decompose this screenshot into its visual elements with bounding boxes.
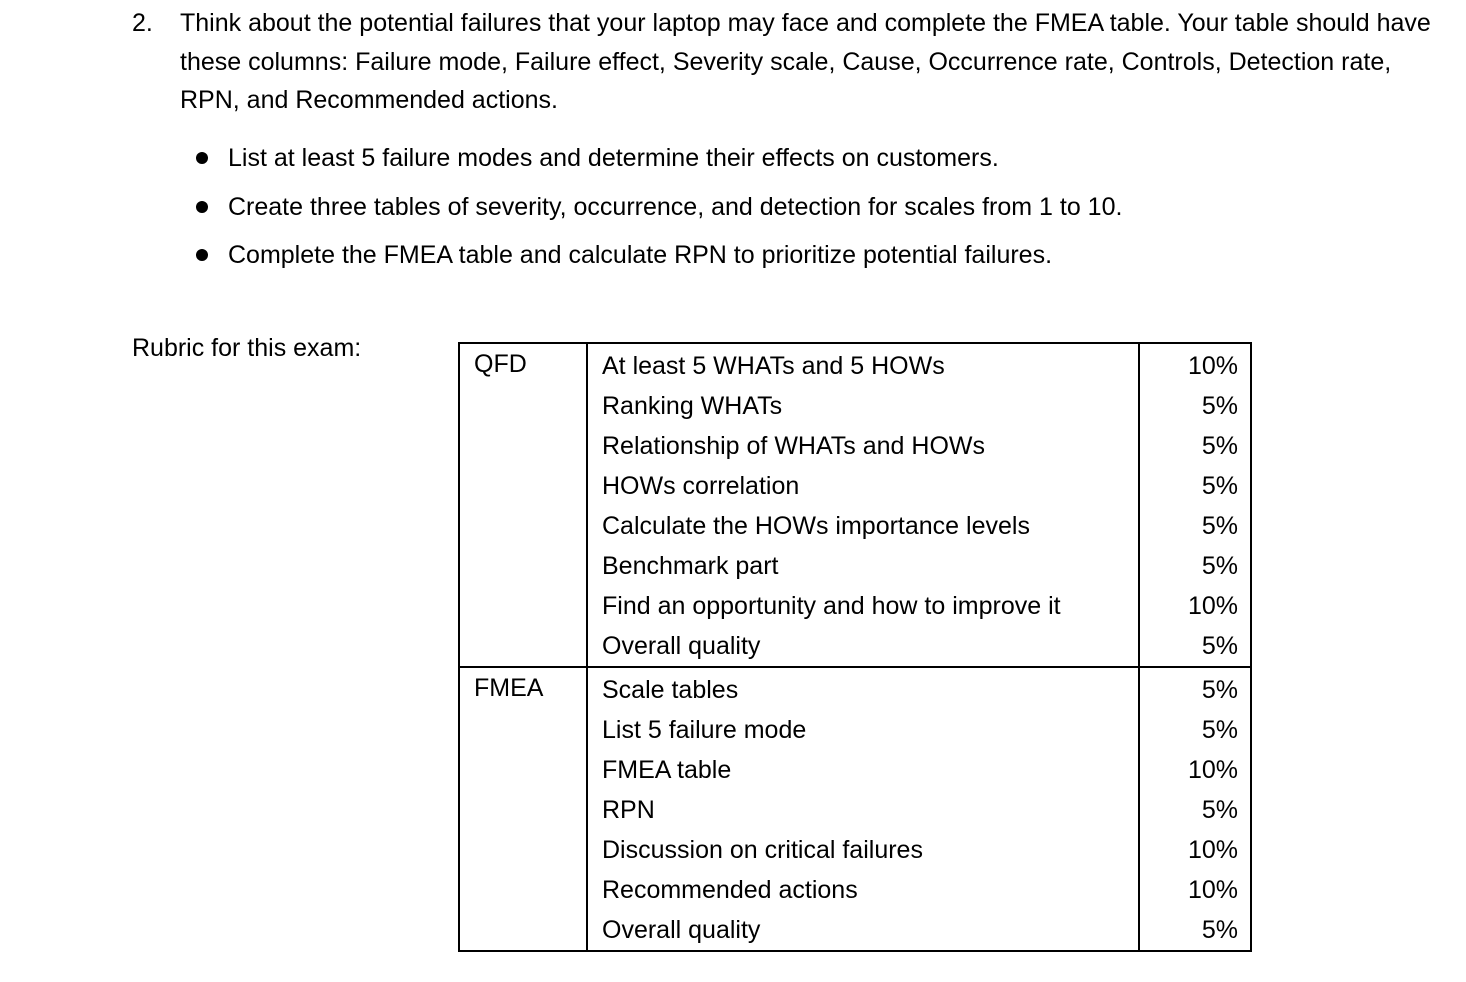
criterion-label: RPN <box>602 796 655 824</box>
instruction-text: Create three tables of severity, occurrence, and detection for scales from 1 to 10. <box>228 192 1123 221</box>
bullet-icon <box>196 201 208 213</box>
criterion-weight: 5% <box>1201 916 1238 944</box>
instruction-text: Complete the FMEA table and calculate RPN to prioritize potential failures. <box>228 241 1053 269</box>
section-name: FMEA <box>459 667 587 951</box>
instruction-list <box>190 139 1122 285</box>
criterion-label: At least 5 WHATs and 5 HOWs <box>602 352 945 380</box>
rubric-section-fmea <box>459 667 1251 951</box>
weight-cell <box>1139 343 1251 667</box>
rubric-table <box>458 342 1252 952</box>
instruction-text: List at least 5 failure modes and determine their effects on customers. <box>228 144 999 172</box>
criterion-label: Discussion on critical failures <box>602 836 923 864</box>
criterion-label: Scale tables <box>602 676 739 704</box>
criterion-weight: 10% <box>1187 836 1238 864</box>
criterion-label: List 5 failure mode <box>602 716 807 744</box>
criterion-weight: 10% <box>1187 592 1238 620</box>
instruction-item <box>190 139 1122 188</box>
criteria-cell <box>587 343 1139 667</box>
criterion-weight: 5% <box>1201 552 1238 580</box>
criterion-weight: 5% <box>1201 716 1238 744</box>
criterion-label: Calculate the HOWs importance levels <box>602 512 1030 540</box>
criterion-label: HOWs correlation <box>602 472 800 500</box>
rubric-section-qfd <box>459 343 1251 667</box>
criterion-weight: 10% <box>1187 352 1238 380</box>
bullet-icon <box>196 152 208 164</box>
criterion-label: Recommended actions <box>602 876 858 904</box>
instruction-item <box>190 236 1122 285</box>
criteria-cell <box>587 667 1139 951</box>
rubric-label: Rubric for this exam: <box>132 334 362 362</box>
criterion-weight: 5% <box>1201 632 1238 660</box>
criterion-weight: 5% <box>1201 512 1238 540</box>
criterion-weight: 10% <box>1187 876 1238 904</box>
criterion-label: Overall quality <box>602 632 761 660</box>
criterion-weight: 5% <box>1201 472 1238 500</box>
criterion-label: FMEA table <box>602 756 732 784</box>
criterion-label: Relationship of WHATs and HOWs <box>602 432 985 460</box>
section-name: QFD <box>459 343 587 667</box>
criterion-label: Find an opportunity and how to improve it <box>602 592 1061 620</box>
instruction-item <box>190 188 1122 237</box>
criterion-label: Ranking WHATs <box>602 392 783 420</box>
criterion-weight: 5% <box>1201 392 1238 420</box>
question-number: 2. <box>132 9 153 37</box>
criterion-label: Benchmark part <box>602 552 779 580</box>
criterion-weight: 5% <box>1201 796 1238 824</box>
criterion-weight: 10% <box>1187 756 1238 784</box>
question-text: Think about the potential failures that your laptop may face and complete the FMEA table. Your table should have these columns: Failure mode, Failure effect, Severity scale, Cause, Occurrence rate, Controls, Detection rate, RPN, and Recommended actions. <box>180 9 1431 114</box>
criterion-weight: 5% <box>1201 432 1238 460</box>
weight-cell <box>1139 667 1251 951</box>
bullet-icon <box>196 249 208 261</box>
criterion-weight: 5% <box>1201 676 1238 704</box>
criterion-label: Overall quality <box>602 916 761 944</box>
